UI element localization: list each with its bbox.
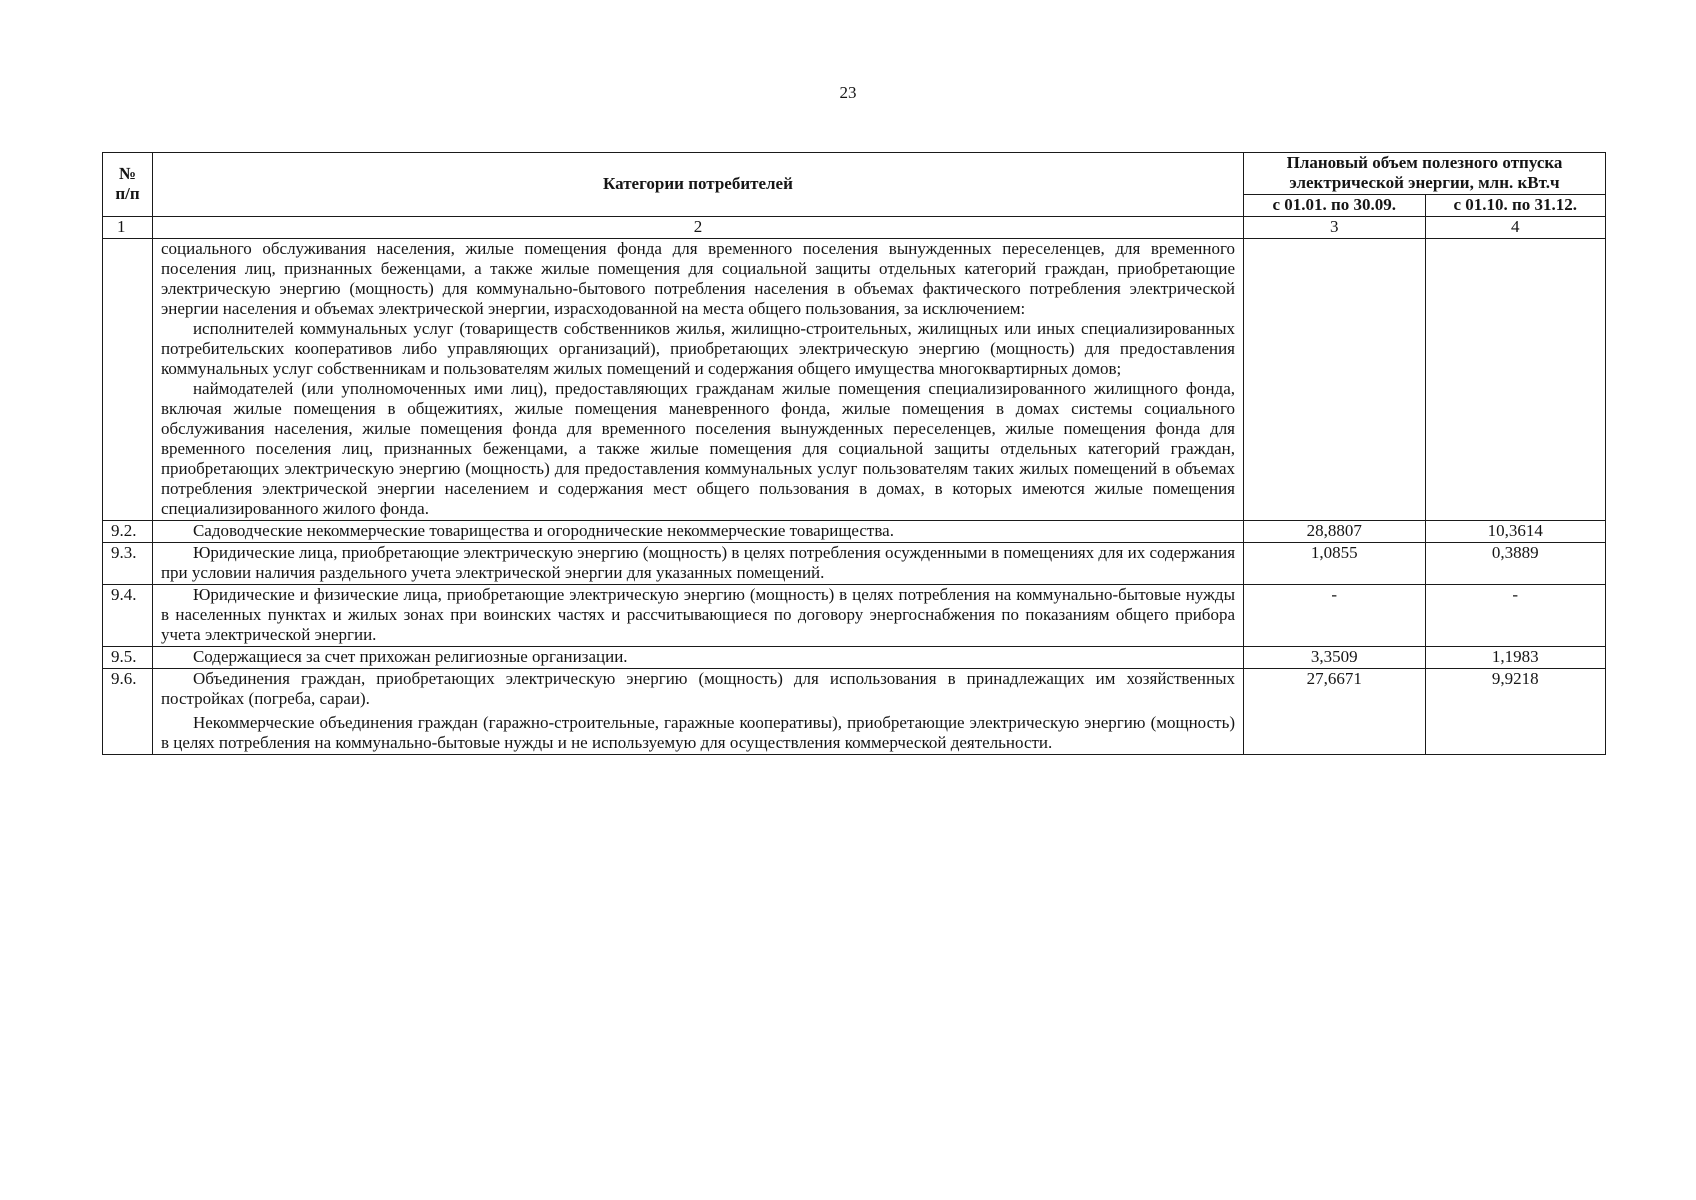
- column-numbers-row: [103, 217, 1606, 239]
- table-row: [103, 521, 1606, 543]
- continuation-paragraph: наймодателей (или уполномоченных ими лиц), предоставляющих гражданам жилые помещения специализированного жилищного фонда, включая жилые помещения в общежитиях, жилые помещения маневренного фонда, жилые помещения в домах системы социального обслуживания населения, жилые помещения фонда для временного поселения вынужденных переселенцев, жилые помещения фонда для временного поселения лиц, признанных беженцами, а также жилые помещения для социальной защиты отдельных категорий граждан, приобретающих электрическую энергию (мощность) для предоставления коммунальных услуг пользователям таких жилых помещений в объемах потребления электрической энергии населением и содержания мест общего пользования в домах, в которых имеются жилые помещения специализированного жилого фонда.: [160, 379, 1235, 518]
- category-paragraph: Юридические лица, приобретающие электрическую энергию (мощность) в целях потребления осужденными в помещениях для их содержания при условии наличия раздельного учета электрической энергии для указанных помещений.: [160, 543, 1236, 582]
- category-paragraph: Юридические и физические лица, приобретающие электрическую энергию (мощность) в целях потребления на коммунально-бытовые нужды в населенных пунктах и жилых зонах при воинских частях и рассчитывающиеся по договору энергоснабжения по показаниям общего прибора учета электрической энергии.: [160, 585, 1235, 644]
- table-row: [103, 669, 1606, 755]
- column-number: 4: [1425, 217, 1606, 239]
- page-number: 23: [839, 83, 857, 102]
- category-text: [152, 521, 1243, 543]
- category-paragraph: Садоводческие некоммерческие товарищества и огороднические некоммерческие товарищества.: [192, 521, 894, 540]
- value-period-1: 3,3509: [1244, 647, 1426, 669]
- table-row: [103, 543, 1606, 585]
- table-row: [103, 647, 1606, 669]
- header-category: Категории потребителей: [152, 153, 1243, 217]
- row-number: 9.4.: [103, 585, 153, 647]
- continuation-paragraph: исполнителей коммунальных услуг (товариществ собственников жилья, жилищно-строительных, жилищных или иных специализированных потребительских кооперативов либо управляющих организаций), приобретающих электрическую энергию (мощность) для предоставления коммунальных услуг собственникам и пользователям жилых помещений и содержания общего имущества многоквартирных домов;: [160, 319, 1235, 378]
- category-text: [152, 585, 1243, 647]
- table-row: [103, 585, 1606, 647]
- value-period-2: 1,1983: [1425, 647, 1606, 669]
- category-text: [152, 543, 1243, 585]
- category-paragraph: Содержащиеся за счет прихожан религиозные организации.: [192, 647, 628, 666]
- header-period-2: с 01.10. по 31.12.: [1425, 195, 1606, 217]
- header-number: № п/п: [103, 153, 153, 217]
- table-row: [103, 239, 1606, 521]
- category-text: [152, 647, 1243, 669]
- column-number: 3: [1244, 217, 1426, 239]
- category-paragraph: Объединения граждан, приобретающих электрическую энергию (мощность) для использования в принадлежащих им хозяйственных постройках (погреба, сараи).: [160, 669, 1235, 708]
- value-period-2: 0,3889: [1425, 543, 1606, 585]
- row-number: [103, 239, 153, 521]
- value-period-2: 9,9218: [1425, 669, 1606, 755]
- header-row: [103, 153, 1606, 195]
- continuation-paragraph: социального обслуживания населения, жилые помещения фонда для временного поселения вынужденных переселенцев, для временного поселения лиц, признанных беженцами, а также жилые помещения для социальной защиты отдельных категорий граждан, приобретающие электрическую энергию (мощность) для коммунально-бытового потребления населения в объемах фактического потребления электрической энергии населения и объемах электрической энергии, израсходованной на места общего пользования, за исключением:: [160, 239, 1235, 318]
- value-period-1: -: [1244, 585, 1426, 647]
- category-text: [152, 239, 1243, 521]
- column-number: 2: [152, 217, 1243, 239]
- consumer-categories-table: [102, 152, 1606, 755]
- category-paragraph: Некоммерческие объединения граждан (гаражно-строительные, гаражные кооперативы), приобретающие электрическую энергию (мощность) в целях потребления на коммунально-бытовые нужды и не используемую для осуществления коммерческой деятельности.: [160, 713, 1235, 752]
- row-number: 9.2.: [103, 521, 153, 543]
- row-number: 9.5.: [103, 647, 153, 669]
- header-period-1: с 01.01. по 30.09.: [1244, 195, 1426, 217]
- row-number: 9.3.: [103, 543, 153, 585]
- value-period-2: -: [1425, 585, 1606, 647]
- value-period-1: 28,8807: [1244, 521, 1426, 543]
- column-number: 1: [103, 217, 153, 239]
- value-period-2: 10,3614: [1425, 521, 1606, 543]
- row-number: 9.6.: [103, 669, 153, 755]
- value-period-1: 27,6671: [1244, 669, 1426, 755]
- category-text: [152, 669, 1243, 755]
- value-period-2: [1425, 239, 1606, 521]
- header-volume-group: Плановый объем полезного отпуска электрической энергии, млн. кВт.ч: [1244, 153, 1606, 195]
- value-period-1: 1,0855: [1244, 543, 1426, 585]
- value-period-1: [1244, 239, 1426, 521]
